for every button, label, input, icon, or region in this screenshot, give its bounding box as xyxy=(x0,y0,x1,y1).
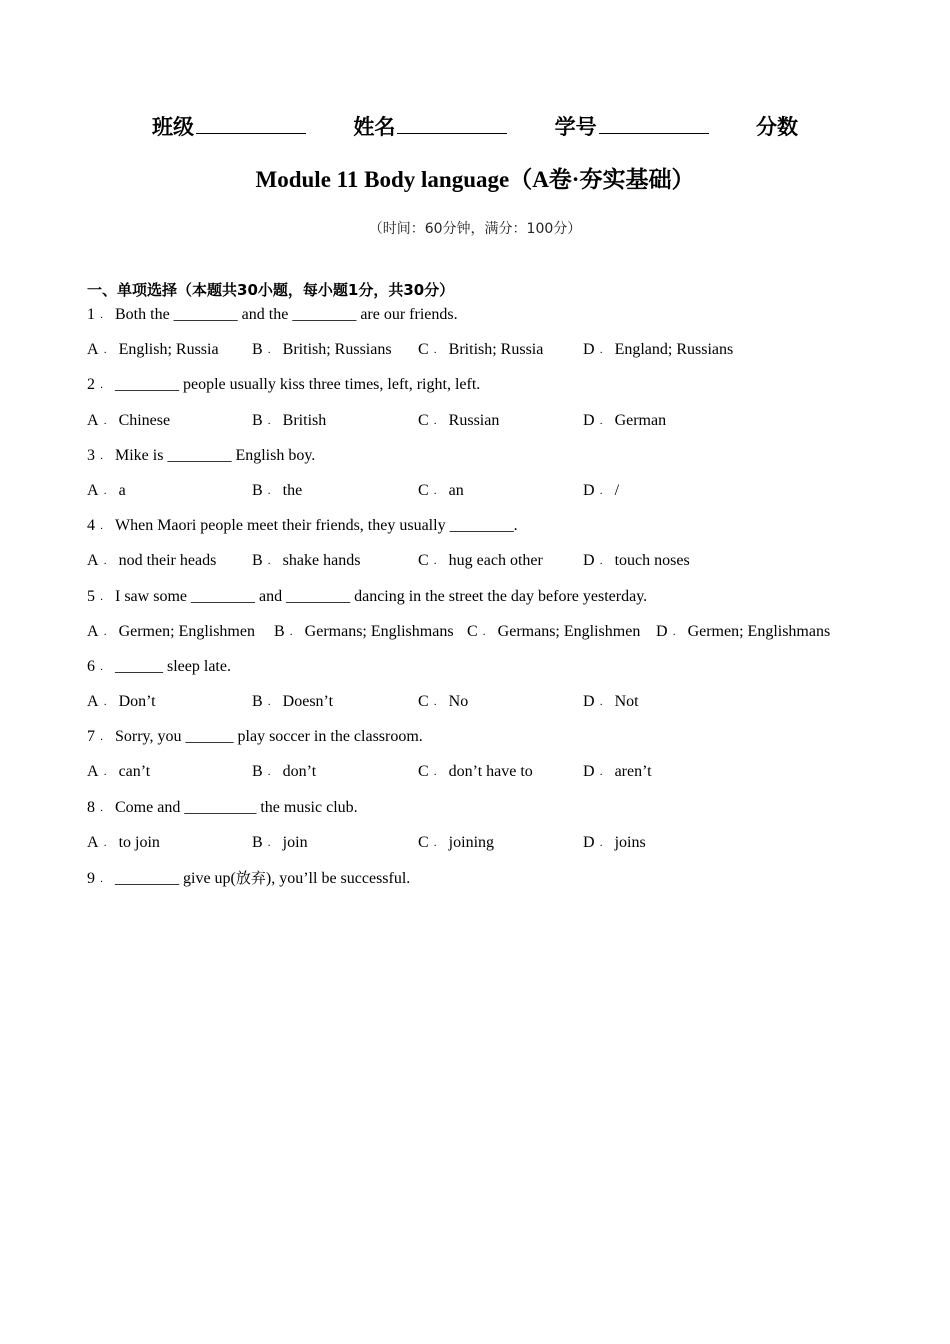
question-text: ______ sleep late. xyxy=(115,657,231,675)
option-b[interactable]: B ． British; Russians xyxy=(252,341,392,359)
option-d[interactable]: D ． England; Russians xyxy=(583,341,734,359)
name-field xyxy=(353,111,507,141)
student-id-field xyxy=(555,111,709,141)
option-c[interactable]: C ． No xyxy=(418,693,469,711)
question-stem: 9 ． ________ give up(放弃), you’ll be successful. xyxy=(87,869,411,887)
option-d[interactable]: D ． joins xyxy=(583,833,646,851)
score-field xyxy=(756,111,798,141)
page-title: Module 11 Body language（A卷·夯实基础） xyxy=(255,167,695,192)
question-text: Sorry, you ______ play soccer in the classroom. xyxy=(115,728,423,746)
question-text: Come and _________ the music club. xyxy=(115,798,358,816)
option-b[interactable]: B ． shake hands xyxy=(252,552,361,570)
question-number: 9 xyxy=(87,870,95,887)
option-d[interactable]: D ． touch noses xyxy=(583,552,690,570)
option-row xyxy=(87,760,887,795)
question-stem: 2 ． ________ people usually kiss three times, left, right, left. xyxy=(87,376,481,394)
option-a[interactable]: A ． to join xyxy=(87,833,160,851)
question-text: When Maori people meet their friends, they usually ________. xyxy=(115,517,518,535)
section-heading: 一、单项选择（本题共30小题，每小题1分，共30分） xyxy=(87,281,455,299)
question-text: I saw some ________ and ________ dancing in the street the day before yesterday. xyxy=(115,587,648,605)
option-b[interactable]: B ． the xyxy=(252,481,303,499)
question-text: ________ give up(放弃), you’ll be successful. xyxy=(115,869,411,887)
score-label: 分数 xyxy=(755,115,798,139)
question-stem: 7 ． Sorry, you ______ play soccer in the classroom. xyxy=(87,728,423,746)
question-number: 3 xyxy=(87,446,95,464)
option-a[interactable]: A ． can’t xyxy=(87,763,151,781)
question-stem: 4 ． When Maori people meet their friends, they usually ________. xyxy=(87,517,518,535)
option-d[interactable]: D ． German xyxy=(583,411,667,429)
option-row xyxy=(87,690,887,725)
option-c[interactable]: C ． joining xyxy=(418,833,495,851)
class-label: 班级 xyxy=(152,115,195,139)
question-stem: 6 ． ______ sleep late. xyxy=(87,657,231,675)
option-row xyxy=(87,620,887,655)
option-b[interactable]: B ． British xyxy=(252,411,327,429)
option-row xyxy=(87,338,887,373)
option-d[interactable]: D ． Germen; Englishmans xyxy=(656,622,831,640)
option-a[interactable]: A ． a xyxy=(87,481,126,499)
question-text: Both the ________ and the ________ are our friends. xyxy=(115,306,458,323)
student-id-blank[interactable] xyxy=(599,113,709,134)
question-list xyxy=(87,303,887,901)
question-number: 6 xyxy=(87,657,95,675)
question-number: 7 xyxy=(87,728,95,746)
option-b[interactable]: B ． don’t xyxy=(252,763,317,781)
exam-time-info: （时间：60分钟，满分：100分） xyxy=(368,221,582,237)
student-info-header xyxy=(0,111,950,141)
option-b[interactable]: B ． Doesn’t xyxy=(252,693,334,711)
option-d[interactable]: D ． / xyxy=(583,481,620,499)
question-stem: 8 ． Come and _________ the music club. xyxy=(87,798,358,816)
option-row xyxy=(87,409,887,444)
option-c[interactable]: C ． an xyxy=(418,481,464,499)
name-blank[interactable] xyxy=(397,113,507,134)
option-b[interactable]: B ． Germans; Englishmans xyxy=(274,622,454,640)
option-d[interactable]: D ． Not xyxy=(583,693,639,711)
option-d[interactable]: D ． aren’t xyxy=(583,763,652,781)
option-a[interactable]: A ． Don’t xyxy=(87,693,156,711)
option-a[interactable]: A ． English; Russia xyxy=(87,341,219,359)
question-text: ________ people usually kiss three times, left, right, left. xyxy=(115,376,481,394)
option-a[interactable]: A ． nod their heads xyxy=(87,552,217,570)
question-number: 4 xyxy=(87,517,95,535)
question-number: 5 xyxy=(87,587,95,605)
option-c[interactable]: C ． don’t have to xyxy=(418,763,533,781)
option-c[interactable]: C ． British; Russia xyxy=(418,341,544,359)
option-row xyxy=(87,831,887,866)
option-row xyxy=(87,479,887,514)
option-a[interactable]: A ． Chinese xyxy=(87,411,171,429)
question-number: 1 xyxy=(87,306,95,323)
option-b[interactable]: B ． join xyxy=(252,833,308,851)
question-stem: 1 ． Both the ________ and the ________ are our friends. xyxy=(87,306,458,323)
class-field xyxy=(152,111,306,141)
class-blank[interactable] xyxy=(196,113,306,134)
student-id-label: 学号 xyxy=(554,115,597,139)
question-number: 2 xyxy=(87,376,95,394)
option-c[interactable]: C ． Germans; Englishmen xyxy=(467,622,641,640)
option-c[interactable]: C ． Russian xyxy=(418,411,500,429)
question-number: 8 xyxy=(87,798,95,816)
option-row xyxy=(87,549,887,584)
option-c[interactable]: C ． hug each other xyxy=(418,552,543,570)
question-stem: 5 ． I saw some ________ and ________ dancing in the street the day before yesterday. xyxy=(87,587,648,605)
question-stem: 3 ． Mike is ________ English boy. xyxy=(87,446,316,464)
question-text: Mike is ________ English boy. xyxy=(115,446,316,464)
name-label: 姓名 xyxy=(353,115,396,139)
option-a[interactable]: A ． Germen; Englishmen xyxy=(87,622,255,640)
